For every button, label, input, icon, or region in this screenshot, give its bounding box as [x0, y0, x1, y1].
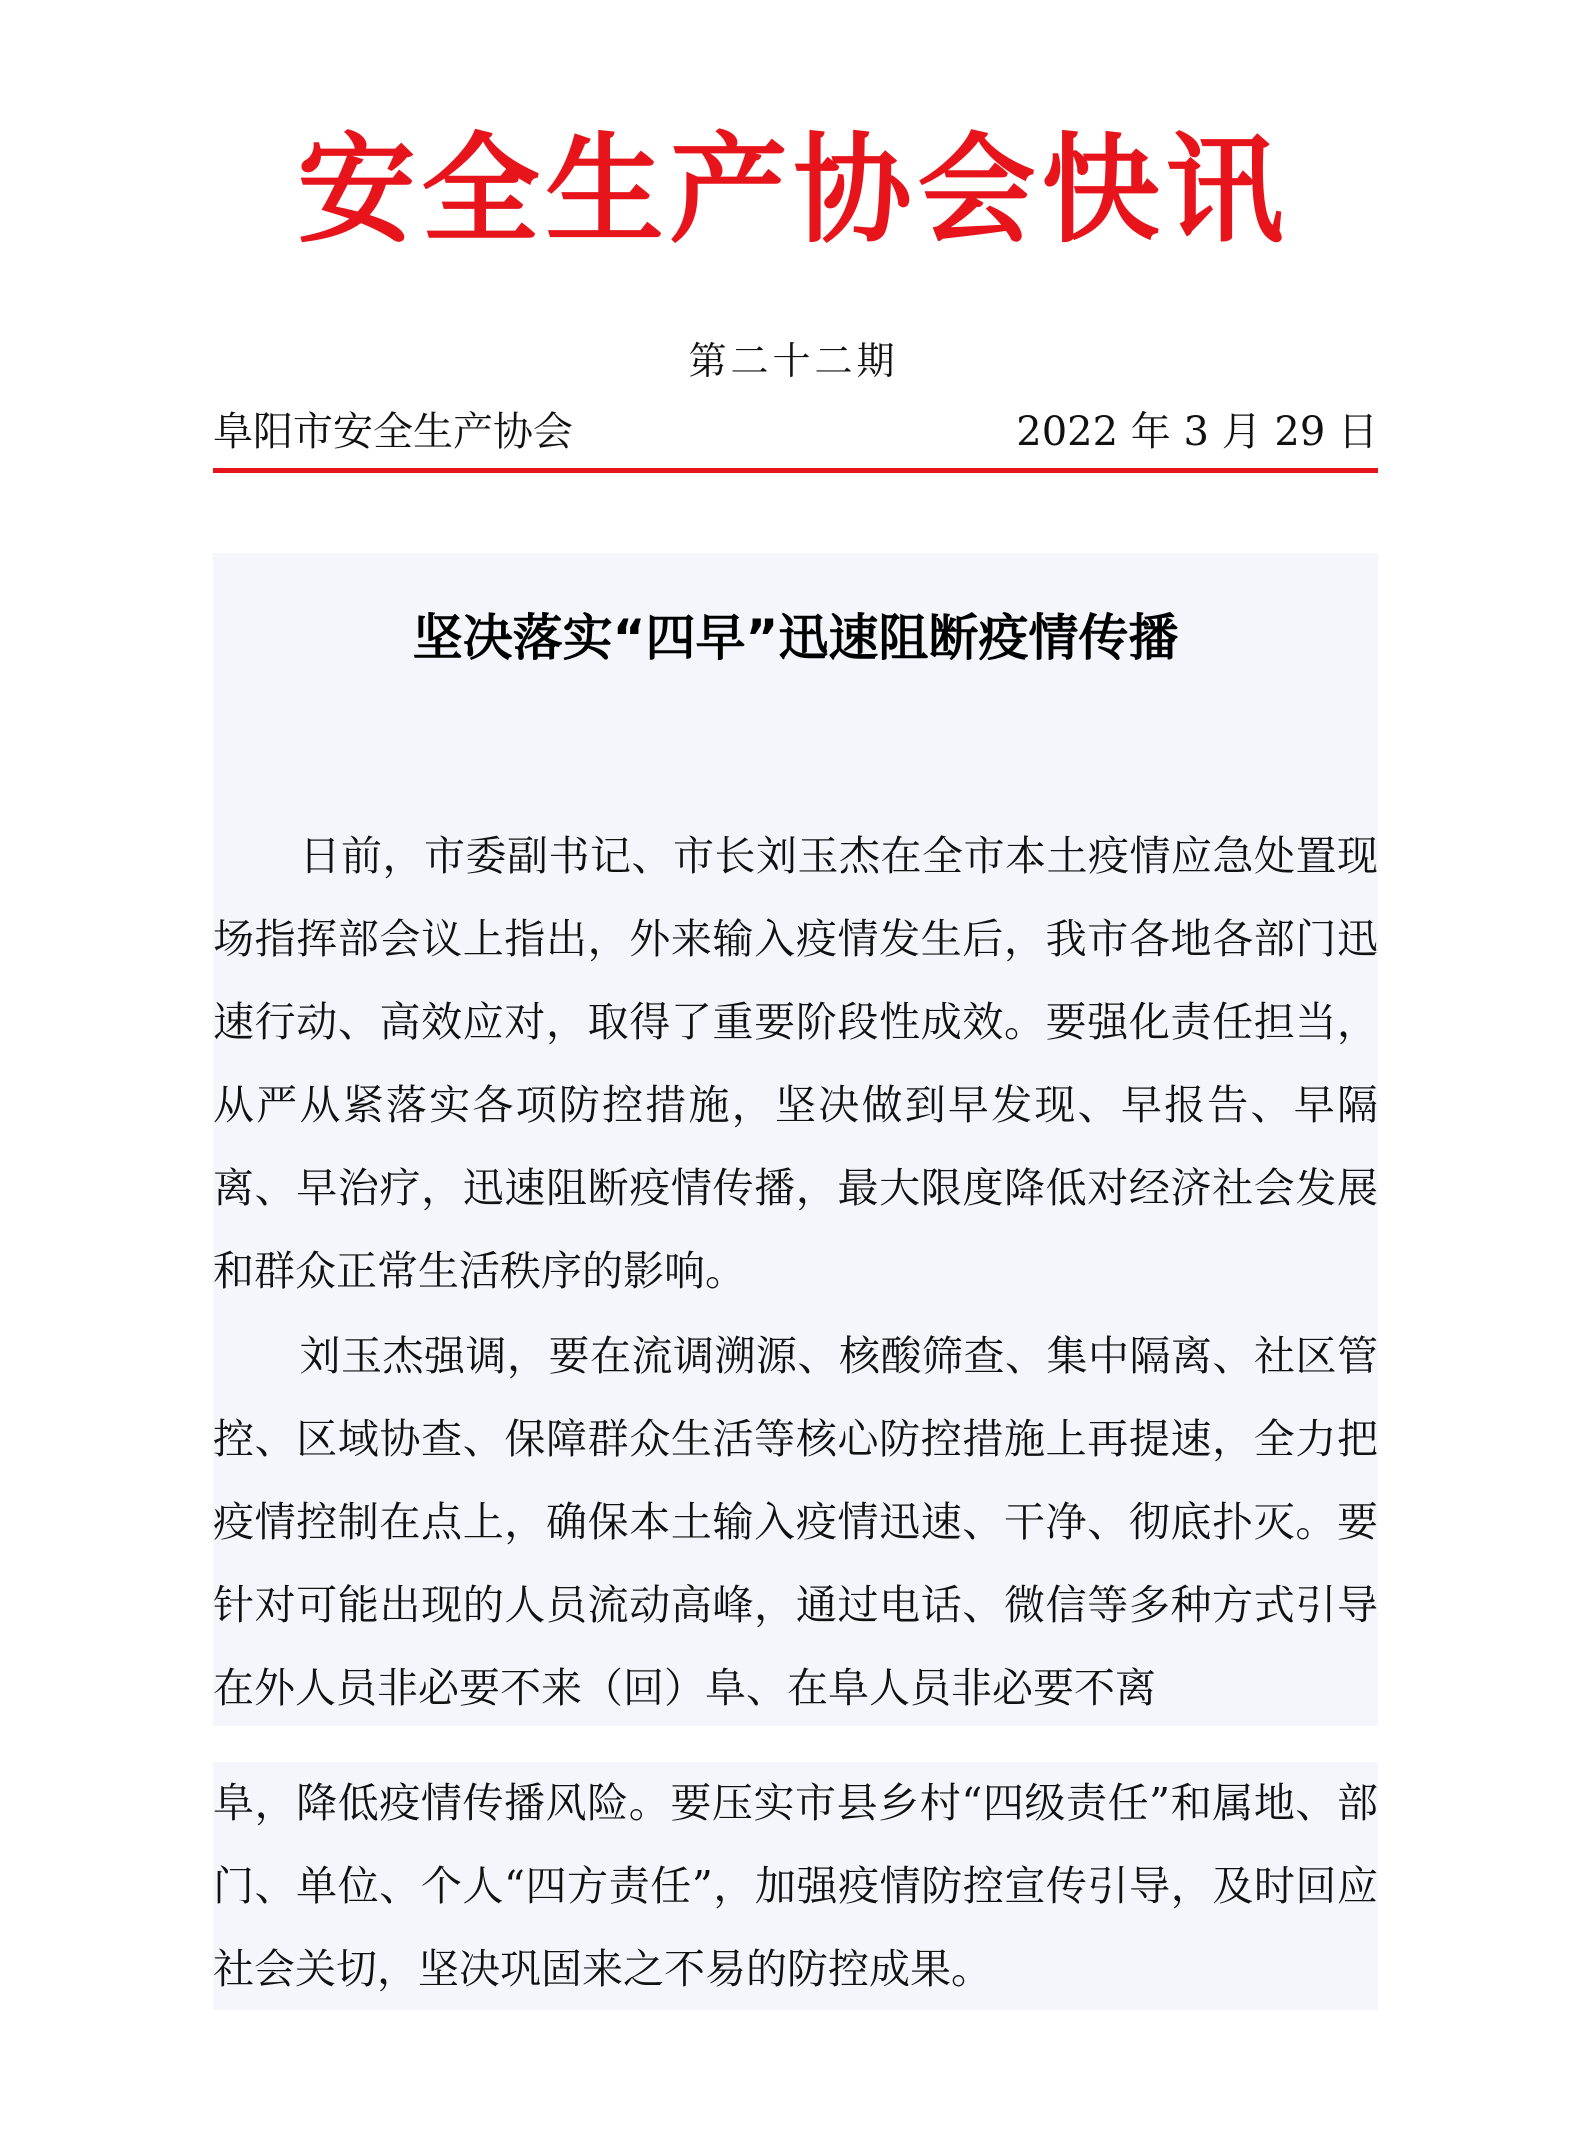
article-paragraph-continued	[213, 1762, 1378, 2011]
publisher-line	[213, 400, 1378, 457]
article-paragraph	[213, 815, 1378, 1313]
newsletter-masthead: 安全生产协会快讯	[297, 121, 1290, 259]
article-paragraph	[213, 1315, 1378, 1730]
paragraph-text: 日前，市委副书记、市长刘玉杰在全市本土疫情应急处置现场指挥部会议上指出，外来输入疫情发生后，我市各地各部门迅速行动、高效应对，取得了重要阶段性成效。要强化责任担当，从严从紧落实各项防控措施，坚决做到早发现、早报告、早隔离、早治疗，迅速阻断疫情传播，最大限度降低对经济社会发展和群众正常生活秩序的影响。	[213, 832, 1378, 1295]
paragraph-text: 刘玉杰强调，要在流调溯源、核酸筛查、集中隔离、社区管控、区域协查、保障群众生活等核心防控措施上再提速，全力把疫情控制在点上，确保本土输入疫情迅速、干净、彻底扑灭。要针对可能出现的人员流动高峰，通过电话、微信等多种方式引导在外人员非必要不来（回）阜、在阜人员非必要不离	[213, 1332, 1378, 1712]
paragraph-text: 阜，降低疫情传播风险。要压实市县乡村“四级责任”和属地、部门、单位、个人“四方责任”，加强疫情防控宣传引导，及时回应社会关切，坚决巩固来之不易的防控成果。	[213, 1779, 1378, 1993]
organization-name: 阜阳市安全生产协会	[213, 409, 573, 455]
article-headline: 坚决落实“四早”迅速阻断疫情传播	[412, 609, 1179, 667]
publish-date: 2022 年 3 月 29 日	[1016, 409, 1378, 455]
red-divider	[213, 468, 1378, 473]
issue-number: 第二十二期	[688, 339, 899, 383]
